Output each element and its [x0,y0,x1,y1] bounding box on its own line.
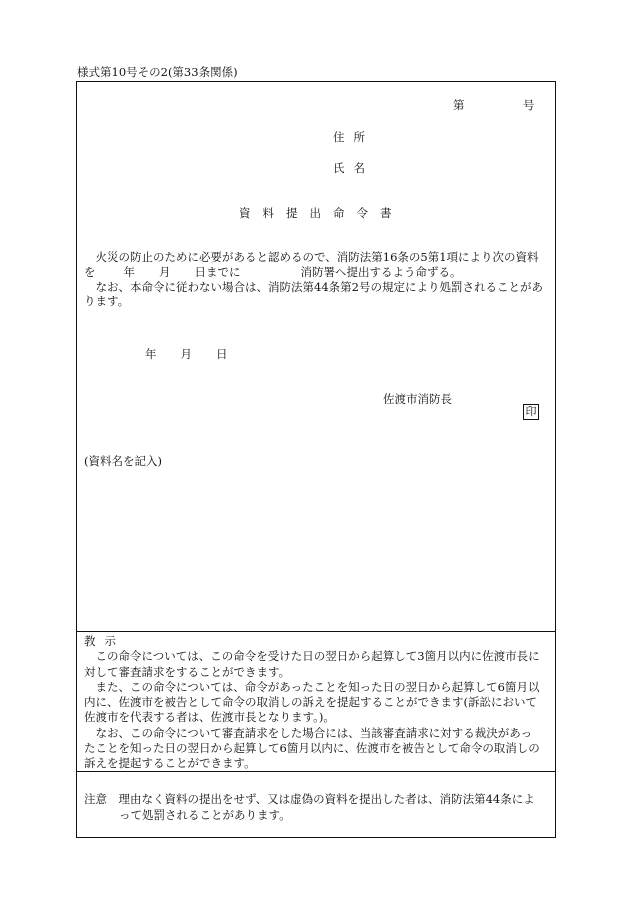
order-document-frame [76,81,556,838]
teaching-divider [77,631,555,632]
caution-section [84,792,550,823]
number-suffix: 号 [523,98,535,112]
form-number-label: 様式第10号その2(第33条関係) [77,65,238,79]
material-name-note: (資料名を記入) [84,454,162,468]
teaching-line: 対して審査請求をすることができます。 [84,664,291,679]
teaching-line: この命令については、この命令を受けた日の翌日から起算して3箇月以内に佐渡市長に [95,649,540,664]
caution-line-2: って処罰されることがあります。 [119,807,291,822]
document-title: 資料提出命令書 [239,206,404,220]
deadline-day-label: 日までに [194,264,241,279]
name-label: 氏名 [333,161,374,175]
issue-month-label: 月 [180,347,192,361]
teaching-heading: 教示 [84,634,125,648]
body-line-2-a: を [84,264,96,279]
teaching-line: また、この命令については、命令があったことを知った日の翌日から起算して6箇月以 [95,679,540,694]
body-line-2 [84,265,550,280]
teaching-line: 佐渡市を代表する者は、佐渡市長となります。)。 [84,710,335,725]
teaching-section [84,634,550,772]
number-prefix: 第 [453,98,465,112]
body-line-3: なお、本命令に従わない場合は、消防法第44条第2号の規定により処罰されることがあ [95,279,543,294]
deadline-year-label: 年 [123,264,135,279]
teaching-line: 内に、佐渡市を被告として命令の取消しの訴えを提起することができます(訴訟において [84,695,537,710]
teaching-line: たことを知った日の翌日から起算して6箇月以内に、佐渡市を被告として命令の取消しの [84,741,540,756]
address-label: 住所 [333,130,374,144]
caution-line-1: 注意 理由なく資料の提出をせず、又は虚偽の資料を提出した者は、消防法第44条によ [84,792,535,806]
order-body [84,250,550,309]
teaching-line: 訴えを提起することができます。 [84,756,256,771]
deadline-month-label: 月 [159,264,171,279]
body-line-1: 火災の防止のために必要があると認めるので、消防法第16条の5第1項により次の資料 [95,250,539,264]
issue-year-label: 年 [145,347,157,361]
seal-mark: 印 [523,404,539,420]
caution-divider [77,771,555,772]
issue-date [145,346,228,362]
teaching-line: なお、この命令について審査請求をした場合には、当該審査請求に対する裁決があっ [95,725,533,740]
issuer-title: 佐渡市消防長 [383,392,452,406]
body-line-4: ります。 [84,294,130,309]
body-line-2-b: 消防署へ提出するよう命ずる。 [300,264,462,279]
issue-day-label: 日 [216,347,228,361]
